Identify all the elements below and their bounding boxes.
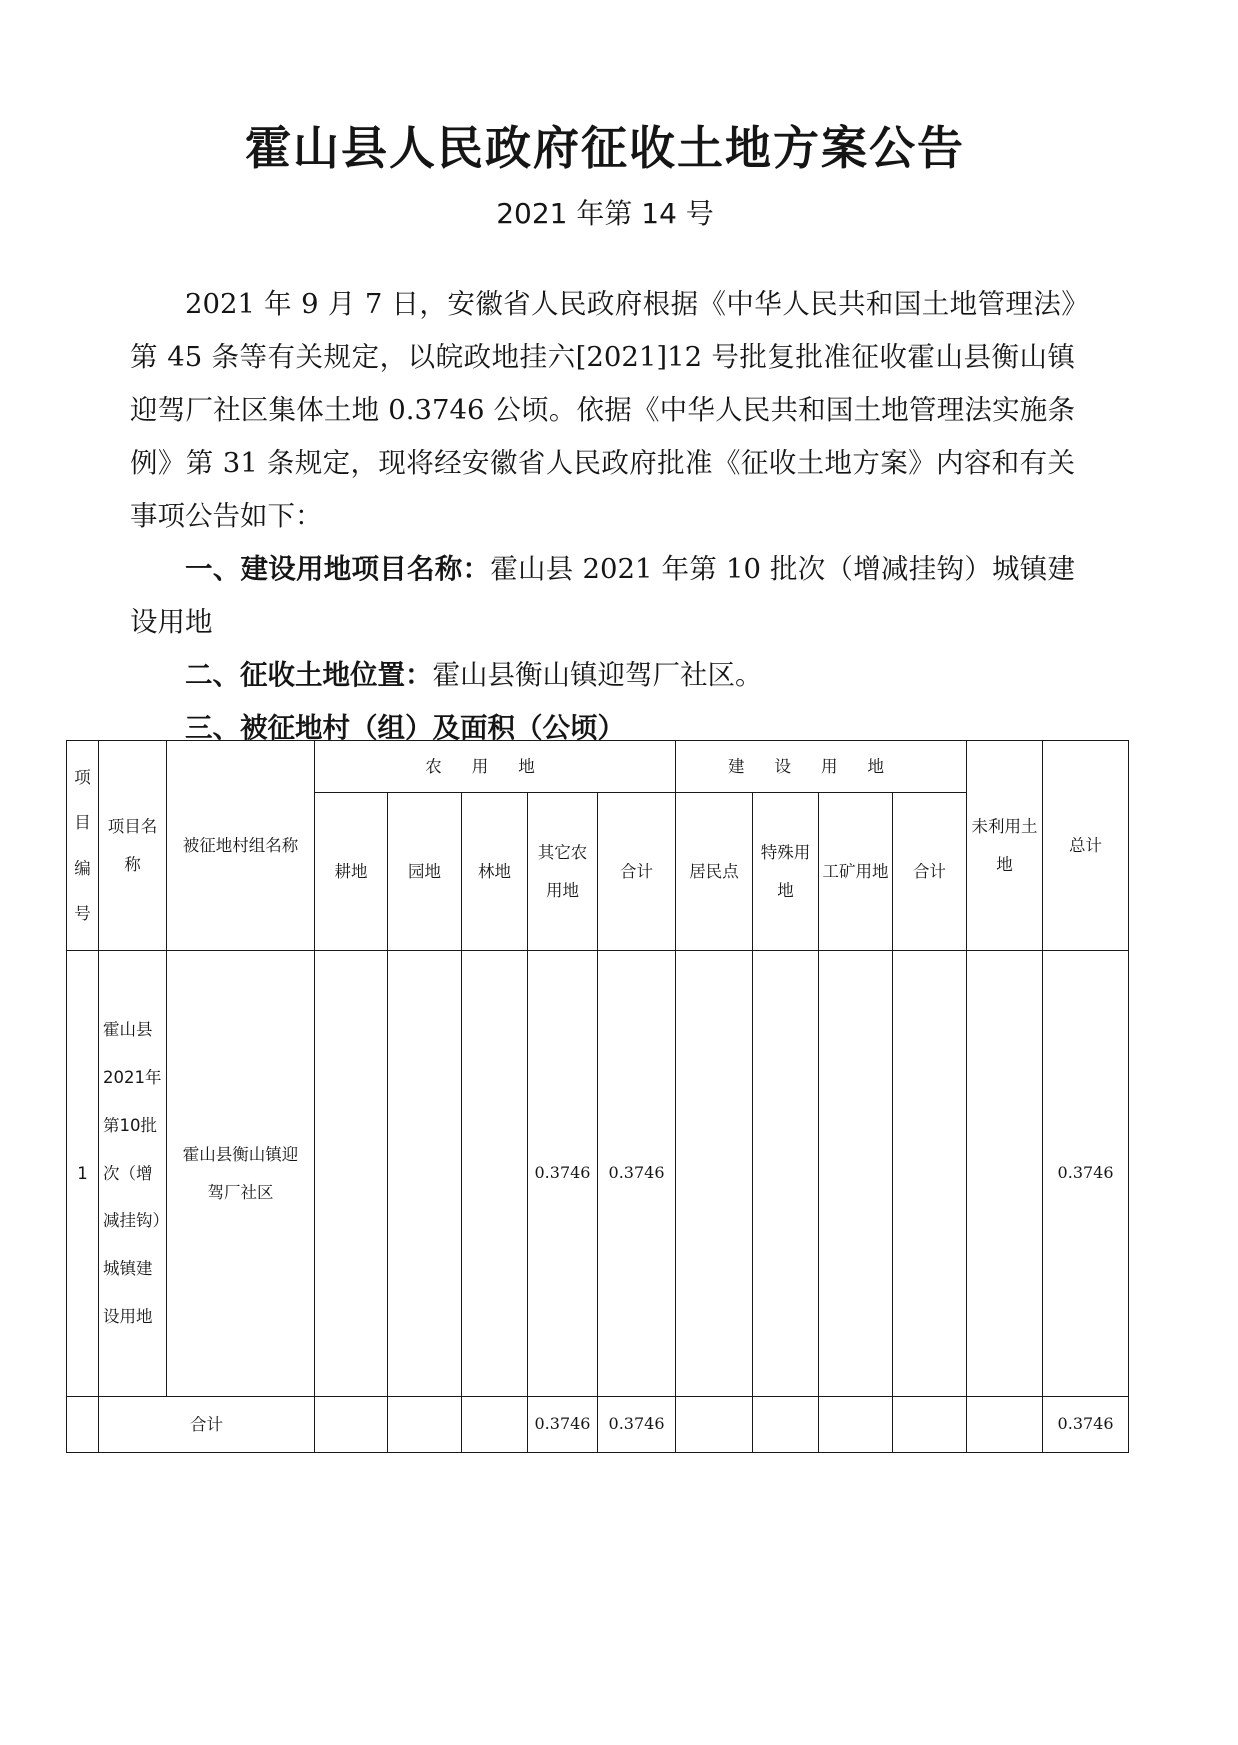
summary-special	[753, 1397, 819, 1453]
header-residential: 居民点	[676, 793, 753, 951]
row-unused	[967, 951, 1043, 1397]
section-location-text: 霍山县衡山镇迎驾厂社区。	[432, 659, 763, 691]
header-forest: 林地	[462, 793, 528, 951]
summary-forest	[462, 1397, 528, 1453]
notice-title: 霍山县人民政府征收土地方案公告	[245, 121, 965, 175]
row-cultivated	[315, 951, 388, 1397]
section-location	[130, 649, 1075, 702]
section-project-name	[130, 543, 1075, 649]
summary-garden	[388, 1397, 462, 1453]
header-garden: 园地	[388, 793, 462, 951]
summary-cultivated	[315, 1397, 388, 1453]
row-garden	[388, 951, 462, 1397]
section-project-name-text: 霍山县 2021 年第 10 批次（增减挂钩）城镇建设用地	[130, 553, 1076, 638]
document-number: 2021 年第 14 号	[496, 197, 714, 230]
summary-spacer	[67, 1397, 99, 1453]
section-project-name-label: 一、建设用地项目名称：	[185, 553, 491, 585]
summary-unused	[967, 1397, 1043, 1453]
header-construction-land: 建设用地	[676, 741, 967, 793]
row-project-name: 霍山县2021年第10批次（增减挂钩）城镇建设用地	[99, 951, 167, 1397]
summary-total: 0.3746	[1043, 1397, 1129, 1453]
section-area-heading: 三、被征地村（组）及面积（公顷）	[185, 712, 625, 744]
summary-mining	[819, 1397, 893, 1453]
row-mining	[819, 951, 893, 1397]
row-residential	[676, 951, 753, 1397]
header-agricultural-land: 农用地	[315, 741, 676, 793]
header-total: 总计	[1043, 741, 1129, 951]
summary-other-agricultural: 0.3746	[528, 1397, 598, 1453]
summary-construction-subtotal	[893, 1397, 967, 1453]
intro-paragraph: 2021 年 9 月 7 日，安徽省人民政府根据《中华人民共和国土地管理法》第 45 条等有关规定，以皖政地挂六[2021]12 号批复批准征收霍山县衡山镇迎驾厂社区集体土地 0.3746 公顷。依据《中华人民共和国土地管理法实施条例》第 31 条规定，现将经安徽省人民政府批准《征收土地方案》内容和有关事项公告如下：	[130, 288, 1075, 532]
summary-residential	[676, 1397, 753, 1453]
header-unused-land: 未利用土地	[967, 741, 1043, 951]
header-project-name: 项目名称	[99, 741, 167, 951]
row-village: 霍山县衡山镇迎驾厂社区	[167, 951, 315, 1397]
row-total: 0.3746	[1043, 951, 1129, 1397]
table-header-row-1	[67, 741, 1129, 793]
row-special	[753, 951, 819, 1397]
header-agricultural-subtotal: 合计	[598, 793, 676, 951]
header-cultivated: 耕地	[315, 793, 388, 951]
row-forest	[462, 951, 528, 1397]
notice-body	[130, 278, 1075, 755]
row-agricultural-subtotal: 0.3746	[598, 951, 676, 1397]
section-location-label: 二、征收土地位置：	[185, 659, 433, 691]
row-no: 1	[67, 951, 99, 1397]
summary-agricultural-subtotal: 0.3746	[598, 1397, 676, 1453]
header-project-no: 项目编号	[67, 741, 99, 951]
header-mining: 工矿用地	[819, 793, 893, 951]
header-special: 特殊用地	[753, 793, 819, 951]
header-construction-subtotal: 合计	[893, 793, 967, 951]
header-other-agricultural: 其它农用地	[528, 793, 598, 951]
header-village-group: 被征地村组名称	[167, 741, 315, 951]
summary-label: 合计	[99, 1397, 315, 1453]
land-area-table	[66, 740, 1129, 1453]
row-construction-subtotal	[893, 951, 967, 1397]
table-row	[67, 951, 1129, 1397]
table-summary-row	[67, 1397, 1129, 1453]
row-other-agricultural: 0.3746	[528, 951, 598, 1397]
